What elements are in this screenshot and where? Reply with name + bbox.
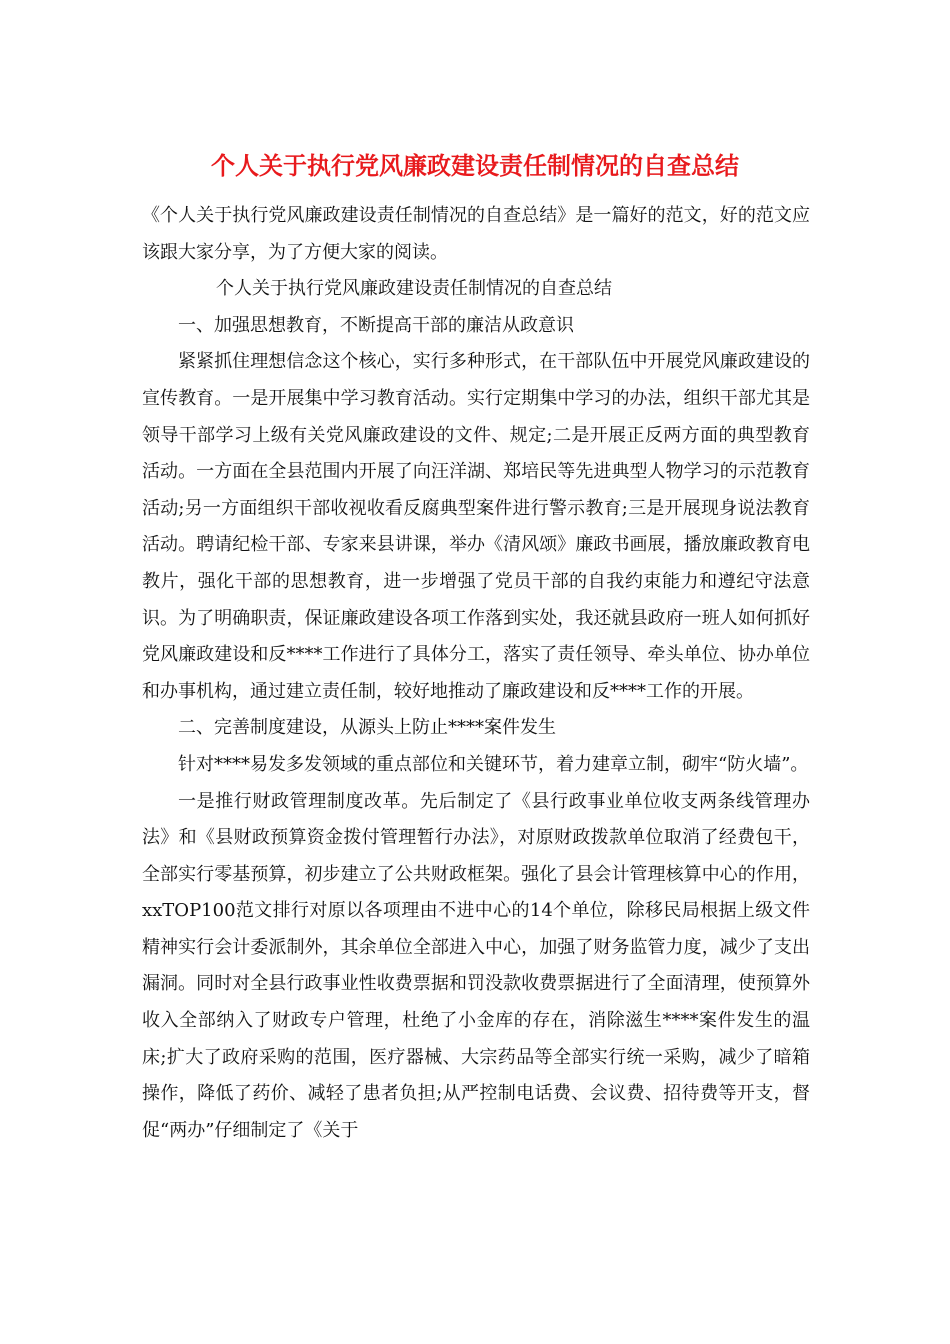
section-heading-2: 二、完善制度建设，从源头上防止****案件发生 (178, 717, 556, 739)
document-body (142, 198, 810, 1149)
body-paragraph: 一是推行财政管理制度改革。先后制定了《县行政事业单位收支两条线管理办法》和《县财政预算资金拨付管理暂行办法》，对原财政拨款单位取消了经费包干，全部实行零基预算，初步建立了公共财政框架。强化了县会计管理核算中心的作用，xxTOP100范文排行对原以各项理由不进中心的14个单位，除移民局根据上级文件精神实行会计委派制外，其余单位全部进入中心，加强了财务监管力度，减少了支出漏洞。同时对全县行政事业性收费票据和罚没款收费票据进行了全面清理，使预算外收入全部纳入了财政专户管理，杜绝了小金库的存在，消除滋生****案件发生的温床;扩大了政府采购的范围，医疗器械、大宗药品等全部实行统一采购，减少了暗箱操作，降低了药价、减轻了患者负担;从严控制电话费、会议费、招待费等开支，督促“两办”仔细制定了《关于 (142, 790, 810, 1141)
body-paragraph: 紧紧抓住理想信念这个核心，实行多种形式，在干部队伍中开展党风廉政建设的宣传教育。一是开展集中学习教育活动。实行定期集中学习的办法，组织干部尤其是领导干部学习上级有关党风廉政建设的文件、规定;二是开展正反两方面的典型教育活动。一方面在全县范围内开展了向汪洋湖、郑培民等先进典型人物学习的示范教育活动;另一方面组织干部收视收看反腐典型案件进行警示教育;三是开展现身说法教育活动。聘请纪检干部、专家来县讲课，举办《清风颂》廉政书画展，播放廉政教育电教片，强化干部的思想教育，进一步增强了党员干部的自我约束能力和遵纪守法意识。为了明确职责，保证廉政建设各项工作落到实处，我还就县政府一班人如何抓好党风廉政建设和反****工作进行了具体分工，落实了责任领导、牵头单位、协办单位和办事机构，通过建立责任制，较好地推动了廉政建设和反****工作的开展。 (142, 351, 810, 702)
section-heading-main: 个人关于执行党风廉政建设责任制情况的自查总结 (216, 278, 612, 300)
intro-paragraph: 《个人关于执行党风廉政建设责任制情况的自查总结》是一篇好的范文，好的范文应该跟大家分享，为了方便大家的阅读。 (142, 205, 810, 263)
document-title: 个人关于执行党风廉政建设责任制情况的自查总结 (211, 151, 739, 180)
body-paragraph: 针对****易发多发领域的重点部位和关键环节，着力建章立制，砌牢“防火墙”。 (178, 753, 809, 775)
section-heading-1: 一、加强思想教育，不断提高干部的廉洁从政意识 (178, 314, 574, 336)
